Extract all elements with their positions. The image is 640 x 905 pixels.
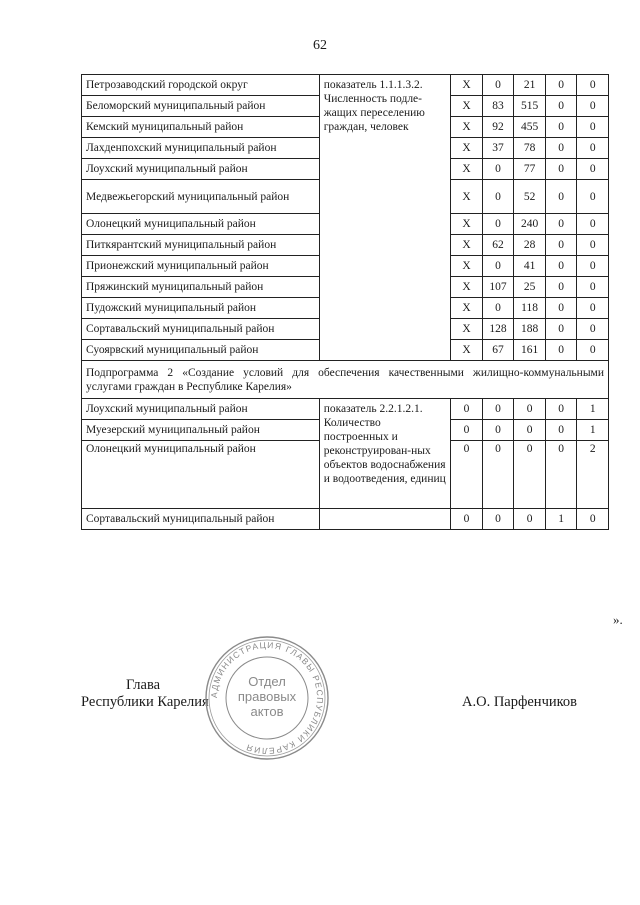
value-cell: 0: [545, 235, 577, 256]
municipality-cell: Пудожский муниципальный район: [82, 298, 320, 319]
value-cell: 52: [514, 180, 546, 214]
value-cell: 41: [514, 256, 546, 277]
value-cell: Х: [451, 319, 483, 340]
signatory-name: А.О. Парфенчиков: [462, 694, 578, 710]
municipality-cell: Сортавальский муниципальный район: [82, 509, 320, 530]
value-cell: 0: [545, 159, 577, 180]
value-cell: 0: [482, 159, 514, 180]
value-cell: 0: [514, 441, 546, 509]
stamp-center-line1: Отдел: [248, 674, 286, 689]
value-cell: 0: [577, 75, 609, 96]
value-cell: 0: [545, 340, 577, 361]
municipality-cell: Петрозаводский городской округ: [82, 75, 320, 96]
value-cell: 0: [482, 441, 514, 509]
value-cell: 67: [482, 340, 514, 361]
value-cell: 0: [482, 214, 514, 235]
value-cell: 118: [514, 298, 546, 319]
value-cell: 0: [577, 256, 609, 277]
value-cell: 0: [577, 138, 609, 159]
municipality-cell: Кемский муниципальный район: [82, 117, 320, 138]
indicator-cell: показатель 2.2.1.2.1. Количество построенных и реконструирован-ных объектов водоснабжения и водоотведения, единиц: [319, 399, 450, 509]
value-cell: Х: [451, 117, 483, 138]
indicator-cell: [319, 509, 450, 530]
signatory-title-line1: Глава: [126, 677, 161, 693]
signatory-title-line2: Республики Карелия: [81, 694, 209, 710]
value-cell: 0: [514, 399, 546, 420]
municipality-cell: Олонецкий муниципальный район: [82, 214, 320, 235]
value-cell: 0: [482, 509, 514, 530]
value-cell: 0: [577, 214, 609, 235]
closing-quote: ».: [613, 612, 623, 627]
value-cell: 77: [514, 159, 546, 180]
value-cell: 0: [482, 75, 514, 96]
stamp-ring-text: АДМИНИСТРАЦИЯ ГЛАВЫ РЕСПУБЛИКИ КАРЕЛИЯ: [208, 639, 326, 757]
value-cell: 1: [545, 509, 577, 530]
municipality-cell: Муезерский муниципальный район: [82, 420, 320, 441]
value-cell: 0: [577, 235, 609, 256]
value-cell: 0: [482, 399, 514, 420]
value-cell: Х: [451, 277, 483, 298]
value-cell: 0: [545, 298, 577, 319]
value-cell: 2: [577, 441, 609, 509]
value-cell: 0: [545, 214, 577, 235]
table-row: [82, 509, 609, 530]
value-cell: Х: [451, 298, 483, 319]
official-stamp: [203, 634, 331, 762]
municipality-cell: Беломорский муниципальный район: [82, 96, 320, 117]
value-cell: 1: [577, 420, 609, 441]
value-cell: 0: [545, 399, 577, 420]
municipality-cell: Питкярантский муниципальный район: [82, 235, 320, 256]
municipality-cell: Медвежьегорский муниципальный район: [82, 180, 320, 214]
value-cell: 0: [577, 96, 609, 117]
data-table: [81, 74, 609, 530]
value-cell: 0: [482, 420, 514, 441]
value-cell: 0: [545, 96, 577, 117]
value-cell: 0: [451, 420, 483, 441]
value-cell: 161: [514, 340, 546, 361]
value-cell: 0: [545, 138, 577, 159]
value-cell: 0: [577, 319, 609, 340]
subprogram-cell: Подпрограмма 2 «Создание условий для обеспечения качественными жилищно-коммунальными услугами граждан в Республике Карелия»: [82, 361, 609, 399]
value-cell: 25: [514, 277, 546, 298]
value-cell: Х: [451, 138, 483, 159]
indicator-cell: показатель 1.1.1.3.2. Численность подле-жащих переселению граждан, человек: [319, 75, 450, 361]
value-cell: 0: [545, 319, 577, 340]
subprogram-row: [82, 361, 609, 399]
municipality-cell: Лоухский муниципальный район: [82, 159, 320, 180]
stamp-center-line2: правовых: [237, 689, 297, 704]
municipality-cell: Олонецкий муниципальный район: [82, 441, 320, 509]
value-cell: 92: [482, 117, 514, 138]
value-cell: 188: [514, 319, 546, 340]
value-cell: 0: [451, 509, 483, 530]
value-cell: 128: [482, 319, 514, 340]
value-cell: 28: [514, 235, 546, 256]
value-cell: 0: [514, 420, 546, 441]
value-cell: 0: [545, 420, 577, 441]
value-cell: Х: [451, 340, 483, 361]
value-cell: 0: [577, 509, 609, 530]
value-cell: 62: [482, 235, 514, 256]
table-body: [82, 75, 609, 530]
value-cell: 0: [545, 277, 577, 298]
value-cell: 0: [482, 180, 514, 214]
value-cell: 37: [482, 138, 514, 159]
value-cell: 0: [577, 298, 609, 319]
table-row: [82, 75, 609, 96]
value-cell: 0: [577, 277, 609, 298]
municipality-cell: Суоярвский муниципальный район: [82, 340, 320, 361]
value-cell: 0: [482, 256, 514, 277]
value-cell: 83: [482, 96, 514, 117]
municipality-cell: Лоухский муниципальный район: [82, 399, 320, 420]
value-cell: Х: [451, 214, 483, 235]
value-cell: 455: [514, 117, 546, 138]
value-cell: 0: [545, 256, 577, 277]
value-cell: 0: [577, 159, 609, 180]
value-cell: Х: [451, 235, 483, 256]
value-cell: 21: [514, 75, 546, 96]
value-cell: Х: [451, 96, 483, 117]
value-cell: 0: [482, 298, 514, 319]
value-cell: 107: [482, 277, 514, 298]
value-cell: 0: [577, 180, 609, 214]
value-cell: 0: [451, 399, 483, 420]
municipality-cell: Лахденпохский муниципальный район: [82, 138, 320, 159]
stamp-center-line3: актов: [250, 704, 284, 719]
value-cell: 0: [545, 180, 577, 214]
value-cell: 515: [514, 96, 546, 117]
value-cell: 240: [514, 214, 546, 235]
value-cell: Х: [451, 256, 483, 277]
page-number: 62: [313, 38, 327, 53]
value-cell: 0: [577, 117, 609, 138]
value-cell: 0: [545, 75, 577, 96]
value-cell: 0: [545, 441, 577, 509]
municipality-cell: Пряжинский муниципальный район: [82, 277, 320, 298]
value-cell: 1: [577, 399, 609, 420]
value-cell: Х: [451, 75, 483, 96]
value-cell: 0: [545, 117, 577, 138]
value-cell: 0: [577, 340, 609, 361]
table-row: [82, 399, 609, 420]
municipality-cell: Сортавальский муниципальный район: [82, 319, 320, 340]
value-cell: 78: [514, 138, 546, 159]
municipality-cell: Прионежский муниципальный район: [82, 256, 320, 277]
value-cell: Х: [451, 180, 483, 214]
value-cell: 0: [451, 441, 483, 509]
value-cell: 0: [514, 509, 546, 530]
value-cell: Х: [451, 159, 483, 180]
